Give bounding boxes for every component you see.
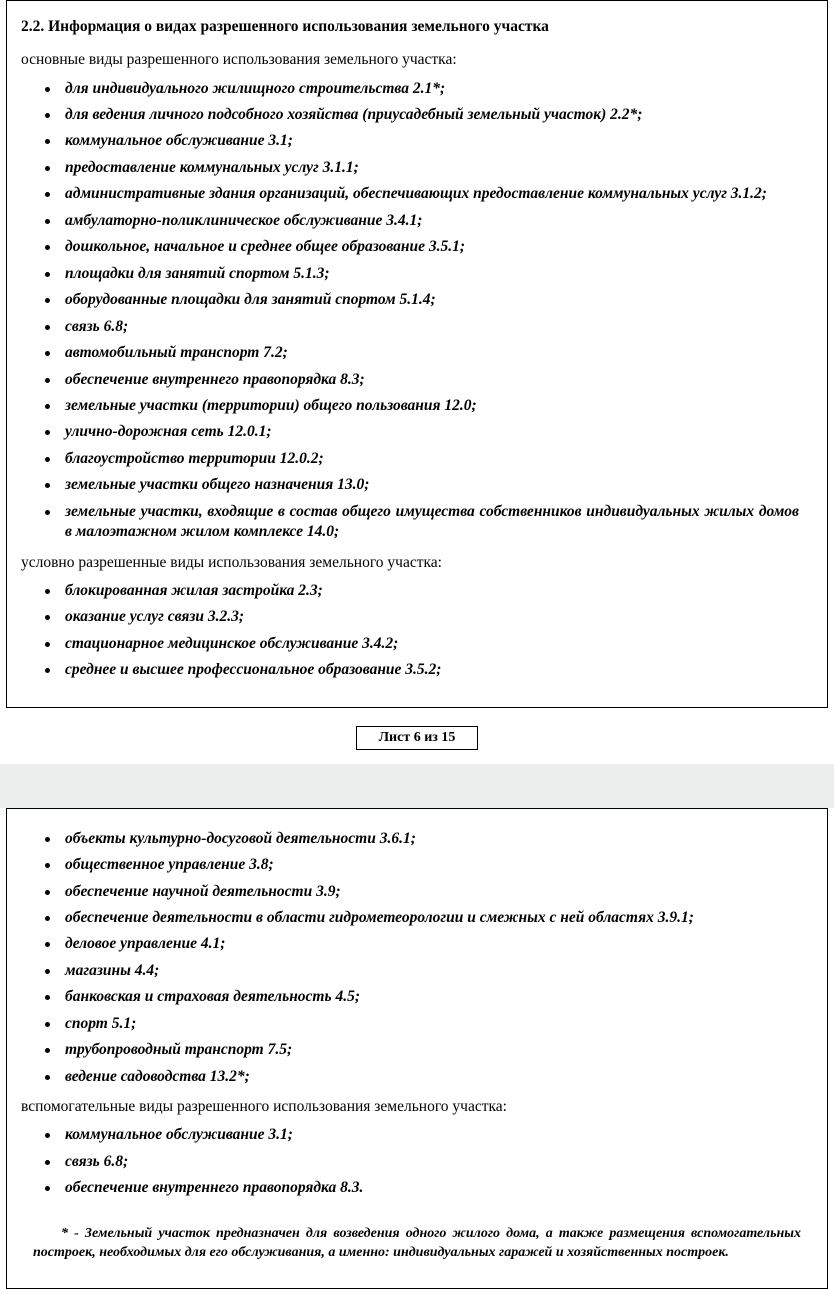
list-item: административные здания организаций, обеспечивающих предоставление коммунальных услуг 3.1.2;	[19, 184, 815, 204]
list-item: амбулаторно-поликлиническое обслуживание 3.4.1;	[19, 211, 815, 231]
list-item: для ведения личного подсобного хозяйства (приусадебный земельный участок) 2.2*;	[19, 105, 815, 125]
section-block-main	[6, 0, 828, 708]
list-item: земельные участки, входящие в состав общего имущества собственников индивидуальных жилых домов в малоэтажном жилом комплексе 14.0;	[19, 502, 815, 543]
list-item: коммунальное обслуживание 3.1;	[19, 1125, 815, 1145]
section-block-continued	[6, 808, 828, 1289]
list-item: трубопроводный транспорт 7.5;	[19, 1040, 815, 1060]
conditional-uses-list	[19, 581, 815, 681]
list-item: блокированная жилая застройка 2.3;	[19, 581, 815, 601]
list-item: банковская и страховая деятельность 4.5;	[19, 987, 815, 1007]
list-item: обеспечение внутреннего правопорядка 8.3;	[19, 370, 815, 390]
page-number-badge: Лист 6 из 15	[356, 726, 479, 750]
list-item: земельные участки (территории) общего пользования 12.0;	[19, 396, 815, 416]
section-number: 2.2.	[21, 18, 45, 35]
list-item: связь 6.8;	[19, 317, 815, 337]
list-item: для индивидуального жилищного строительства 2.1*;	[19, 79, 815, 99]
list-item: коммунальное обслуживание 3.1;	[19, 131, 815, 151]
list-item: спорт 5.1;	[19, 1014, 815, 1034]
conditional-uses-list-continued	[19, 829, 815, 1088]
list-item: обеспечение внутреннего правопорядка 8.3.	[19, 1178, 815, 1198]
list-item: стационарное медицинское обслуживание 3.4.2;	[19, 634, 815, 654]
lead-main-uses: основные виды разрешенного использования земельного участка:	[21, 51, 457, 69]
footnote-text: * - Земельный участок предназначен для возведения одного жилого дома, а также размещения вспомогательных построек, необходимых для его обслуживания, а именно: индивидуальных гаражей и хозяйственных построек.	[33, 1225, 801, 1260]
lead-auxiliary-uses: вспомогательные виды разрешенного использования земельного участка:	[21, 1098, 507, 1116]
list-item: предоставление коммунальных услуг 3.1.1;	[19, 158, 815, 178]
list-item: магазины 4.4;	[19, 961, 815, 981]
lead-conditional-uses: условно разрешенные виды использования земельного участка:	[21, 553, 442, 571]
list-item: общественное управление 3.8;	[19, 855, 815, 875]
page-separator	[0, 764, 834, 808]
section-title-text: Информация о видах разрешенного использования земельного участка	[48, 18, 549, 35]
list-item: улично-дорожная сеть 12.0.1;	[19, 422, 815, 442]
list-item: оказание услуг связи 3.2.3;	[19, 607, 815, 627]
list-item: обеспечение деятельности в области гидрометеорологии и смежных с ней областях 3.9.1;	[19, 908, 815, 928]
list-item: ведение садоводства 13.2*;	[19, 1067, 815, 1087]
list-item: благоустройство территории 12.0.2;	[19, 449, 815, 469]
list-item: площадки для занятий спортом 5.1.3;	[19, 264, 815, 284]
page-marker-row	[0, 708, 834, 764]
list-item: земельные участки общего назначения 13.0;	[19, 475, 815, 495]
list-item: объекты культурно-досуговой деятельности 3.6.1;	[19, 829, 815, 849]
main-uses-list	[19, 79, 815, 543]
list-item: оборудованные площадки для занятий спортом 5.1.4;	[19, 290, 815, 310]
list-item: автомобильный транспорт 7.2;	[19, 343, 815, 363]
auxiliary-uses-list	[19, 1125, 815, 1198]
list-item: деловое управление 4.1;	[19, 934, 815, 954]
list-item: среднее и высшее профессиональное образование 3.5.2;	[19, 660, 815, 680]
list-item: дошкольное, начальное и среднее общее образование 3.5.1;	[19, 237, 815, 257]
list-item: обеспечение научной деятельности 3.9;	[19, 882, 815, 902]
page-title	[21, 17, 815, 36]
list-item: связь 6.8;	[19, 1152, 815, 1172]
